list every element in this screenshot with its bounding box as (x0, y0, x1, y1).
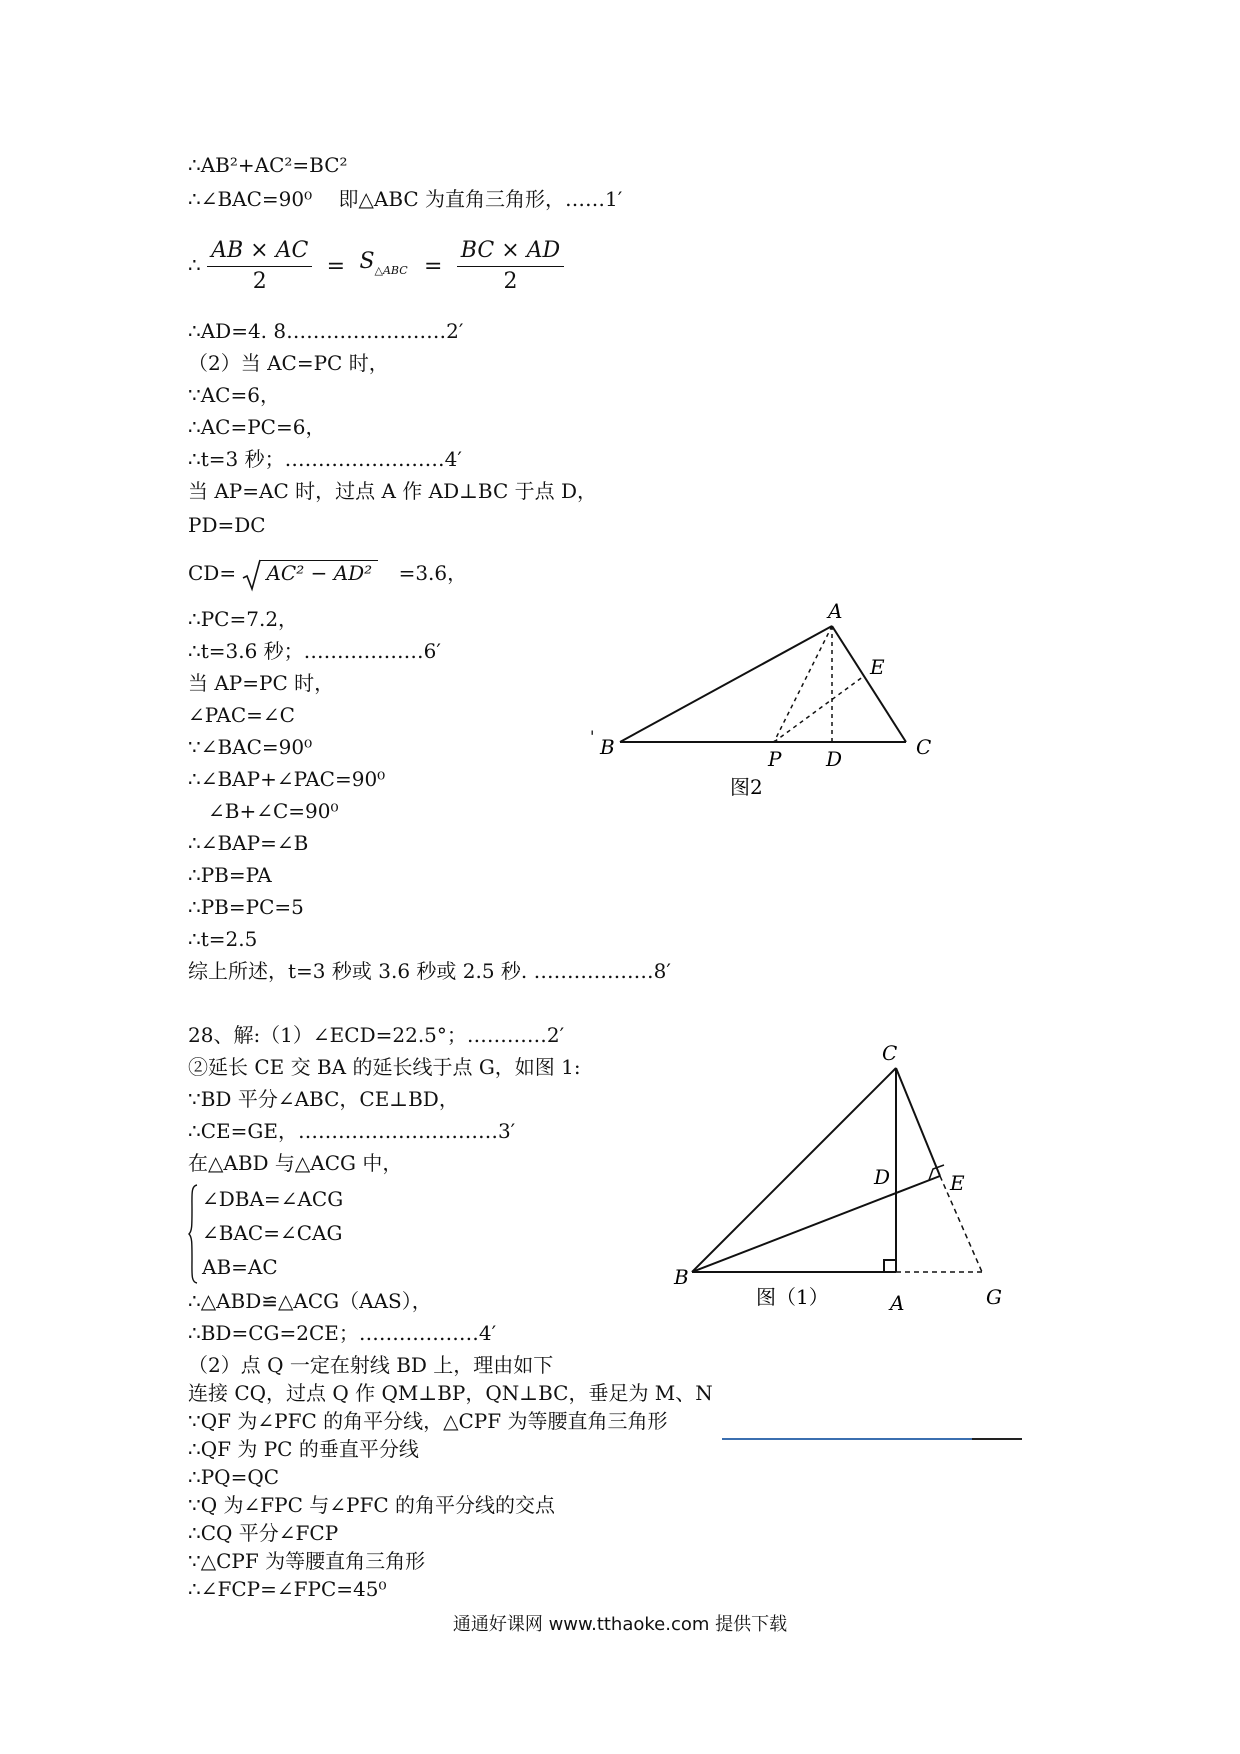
text-line: ∴PB=PA (188, 863, 272, 887)
formula-prefix: ∴ (188, 253, 201, 277)
area-subscript: △ABC (374, 264, 408, 277)
text-line: ∴CQ 平分∠FCP (188, 1521, 339, 1545)
label-d: D (826, 747, 843, 771)
text-line: ∵△CPF 为等腰直角三角形 (188, 1549, 426, 1573)
text-line: 当 AP=AC 时，过点 A 作 AD⊥BC 于点 D， (188, 479, 598, 503)
left-brace-icon (188, 1184, 198, 1284)
text-line: ∴CE=GE，…………………………3′ (188, 1119, 516, 1143)
text-line: 连接 CQ，过点 Q 作 QM⊥BP，QN⊥BC，垂足为 M、N (188, 1381, 713, 1405)
fraction-right (457, 236, 564, 297)
label-p: P (768, 747, 782, 771)
text-line: ∴AC=PC=6， (188, 415, 326, 439)
text-line: ∴QF 为 PC 的垂直平分线 (188, 1437, 419, 1461)
text-line: ∴BD=CG=2CE；………………4′ (188, 1321, 497, 1345)
text-line: ∠B+∠C=90⁰ (188, 799, 339, 823)
label-c: C (882, 1041, 898, 1065)
right-angle-a (884, 1260, 896, 1272)
text-line: ∴∠BAP=∠B (188, 831, 309, 855)
segment-ap (774, 626, 832, 742)
label-a: A (890, 1291, 905, 1315)
label-a: A (828, 599, 843, 623)
text-line: ∴t=3.6 秒；………………6′ (188, 639, 441, 663)
fraction-numerator: BC × AD (457, 236, 564, 267)
text-line: ∵QF 为∠PFC 的角平分线，△CPF 为等腰直角三角形 (188, 1409, 668, 1433)
cd-prefix: CD= (188, 561, 237, 585)
text-line: ∵AC=6， (188, 383, 280, 407)
label-b: B (600, 735, 615, 759)
cd-formula (188, 556, 467, 592)
system-line: ∠DBA=∠ACG (202, 1187, 344, 1211)
text-line: ∵BD 平分∠ABC，CE⊥BD， (188, 1087, 459, 1111)
figure-2 (580, 596, 940, 796)
segment-be (692, 1176, 940, 1272)
figure-1-caption: 图（1） (756, 1285, 829, 1309)
text-line: （2）点 Q 一定在射线 BD 上，理由如下 (188, 1353, 554, 1377)
text-line: 综上所述，t=3 秒或 3.6 秒或 2.5 秒. ………………8′ (188, 959, 671, 983)
text-line: （2）当 AC=PC 时， (188, 351, 389, 375)
text-line: ∴t=2.5 (188, 927, 258, 951)
label-e: E (950, 1171, 965, 1195)
fraction-denominator: 2 (252, 269, 267, 294)
sqrt-radicand: AC² − AD² (260, 560, 378, 585)
text-line: ∴△ABD≌△ACG（AAS）， (188, 1289, 432, 1313)
fraction-numerator: AB × AC (207, 236, 312, 267)
area-symbol: $S_{\triangle ABC}$ (359, 249, 408, 277)
system-line: ∠BAC=∠CAG (202, 1221, 343, 1245)
text-line: ∴∠FCP=∠FPC=45⁰ (188, 1577, 387, 1601)
text-line: ∴∠BAP+∠PAC=90⁰ (188, 767, 386, 791)
fraction-denominator: 2 (503, 269, 518, 294)
text-line: 28、解:（1）∠ECD=22.5°；…………2′ (188, 1023, 565, 1047)
label-d: D (874, 1165, 891, 1189)
text-line: 在△ABD 与△ACG 中， (188, 1151, 403, 1175)
text-line: ∴PC=7.2， (188, 607, 299, 631)
segment-bc (692, 1068, 896, 1272)
label-e: E (870, 655, 885, 679)
system-line: AB=AC (202, 1255, 278, 1279)
area-formula (188, 232, 564, 301)
text-line: ∴∠BAC=90⁰ 即△ABC 为直角三角形，……1′ (188, 187, 623, 211)
text-line: ∴AB²+AC²=BC² (188, 153, 348, 177)
text-line: ∴AD=4. 8……………………2′ (188, 319, 464, 343)
equals-sign: = (424, 253, 443, 279)
label-g: G (986, 1285, 1002, 1309)
text-line: ∴t=3 秒；……………………4′ (188, 447, 462, 471)
equation-system (188, 1182, 343, 1284)
text-line: ∠PAC=∠C (188, 703, 295, 727)
label-c: C (916, 735, 932, 759)
segment-ce (896, 1068, 940, 1176)
segment-ac (832, 626, 906, 742)
label-b: B (674, 1265, 689, 1289)
fraction-left (207, 236, 312, 297)
cd-result: =3.6， (398, 561, 468, 585)
equals-sign: = (326, 253, 346, 279)
horizontal-rule (722, 1438, 1022, 1440)
text-line: 当 AP=PC 时， (188, 671, 335, 695)
segment-pe (774, 676, 864, 742)
label-tick: ' (590, 727, 595, 746)
text-line: ∴PB=PC=5 (188, 895, 304, 919)
text-line: ∴PQ=QC (188, 1465, 280, 1489)
text-line: ∵Q 为∠FPC 与∠PFC 的角平分线的交点 (188, 1493, 555, 1517)
text-line: ∵∠BAC=90⁰ (188, 735, 313, 759)
text-line: PD=DC (188, 513, 266, 537)
page-footer: 通通好课网 www.tthaoke.com 提供下载 (452, 1614, 788, 1635)
segment-ab (620, 626, 832, 742)
figure-1 (660, 1034, 1020, 1324)
text-line: ②延长 CE 交 BA 的延长线于点 G，如图 1: (188, 1055, 581, 1079)
figure-2-caption: 图2 (730, 775, 763, 796)
